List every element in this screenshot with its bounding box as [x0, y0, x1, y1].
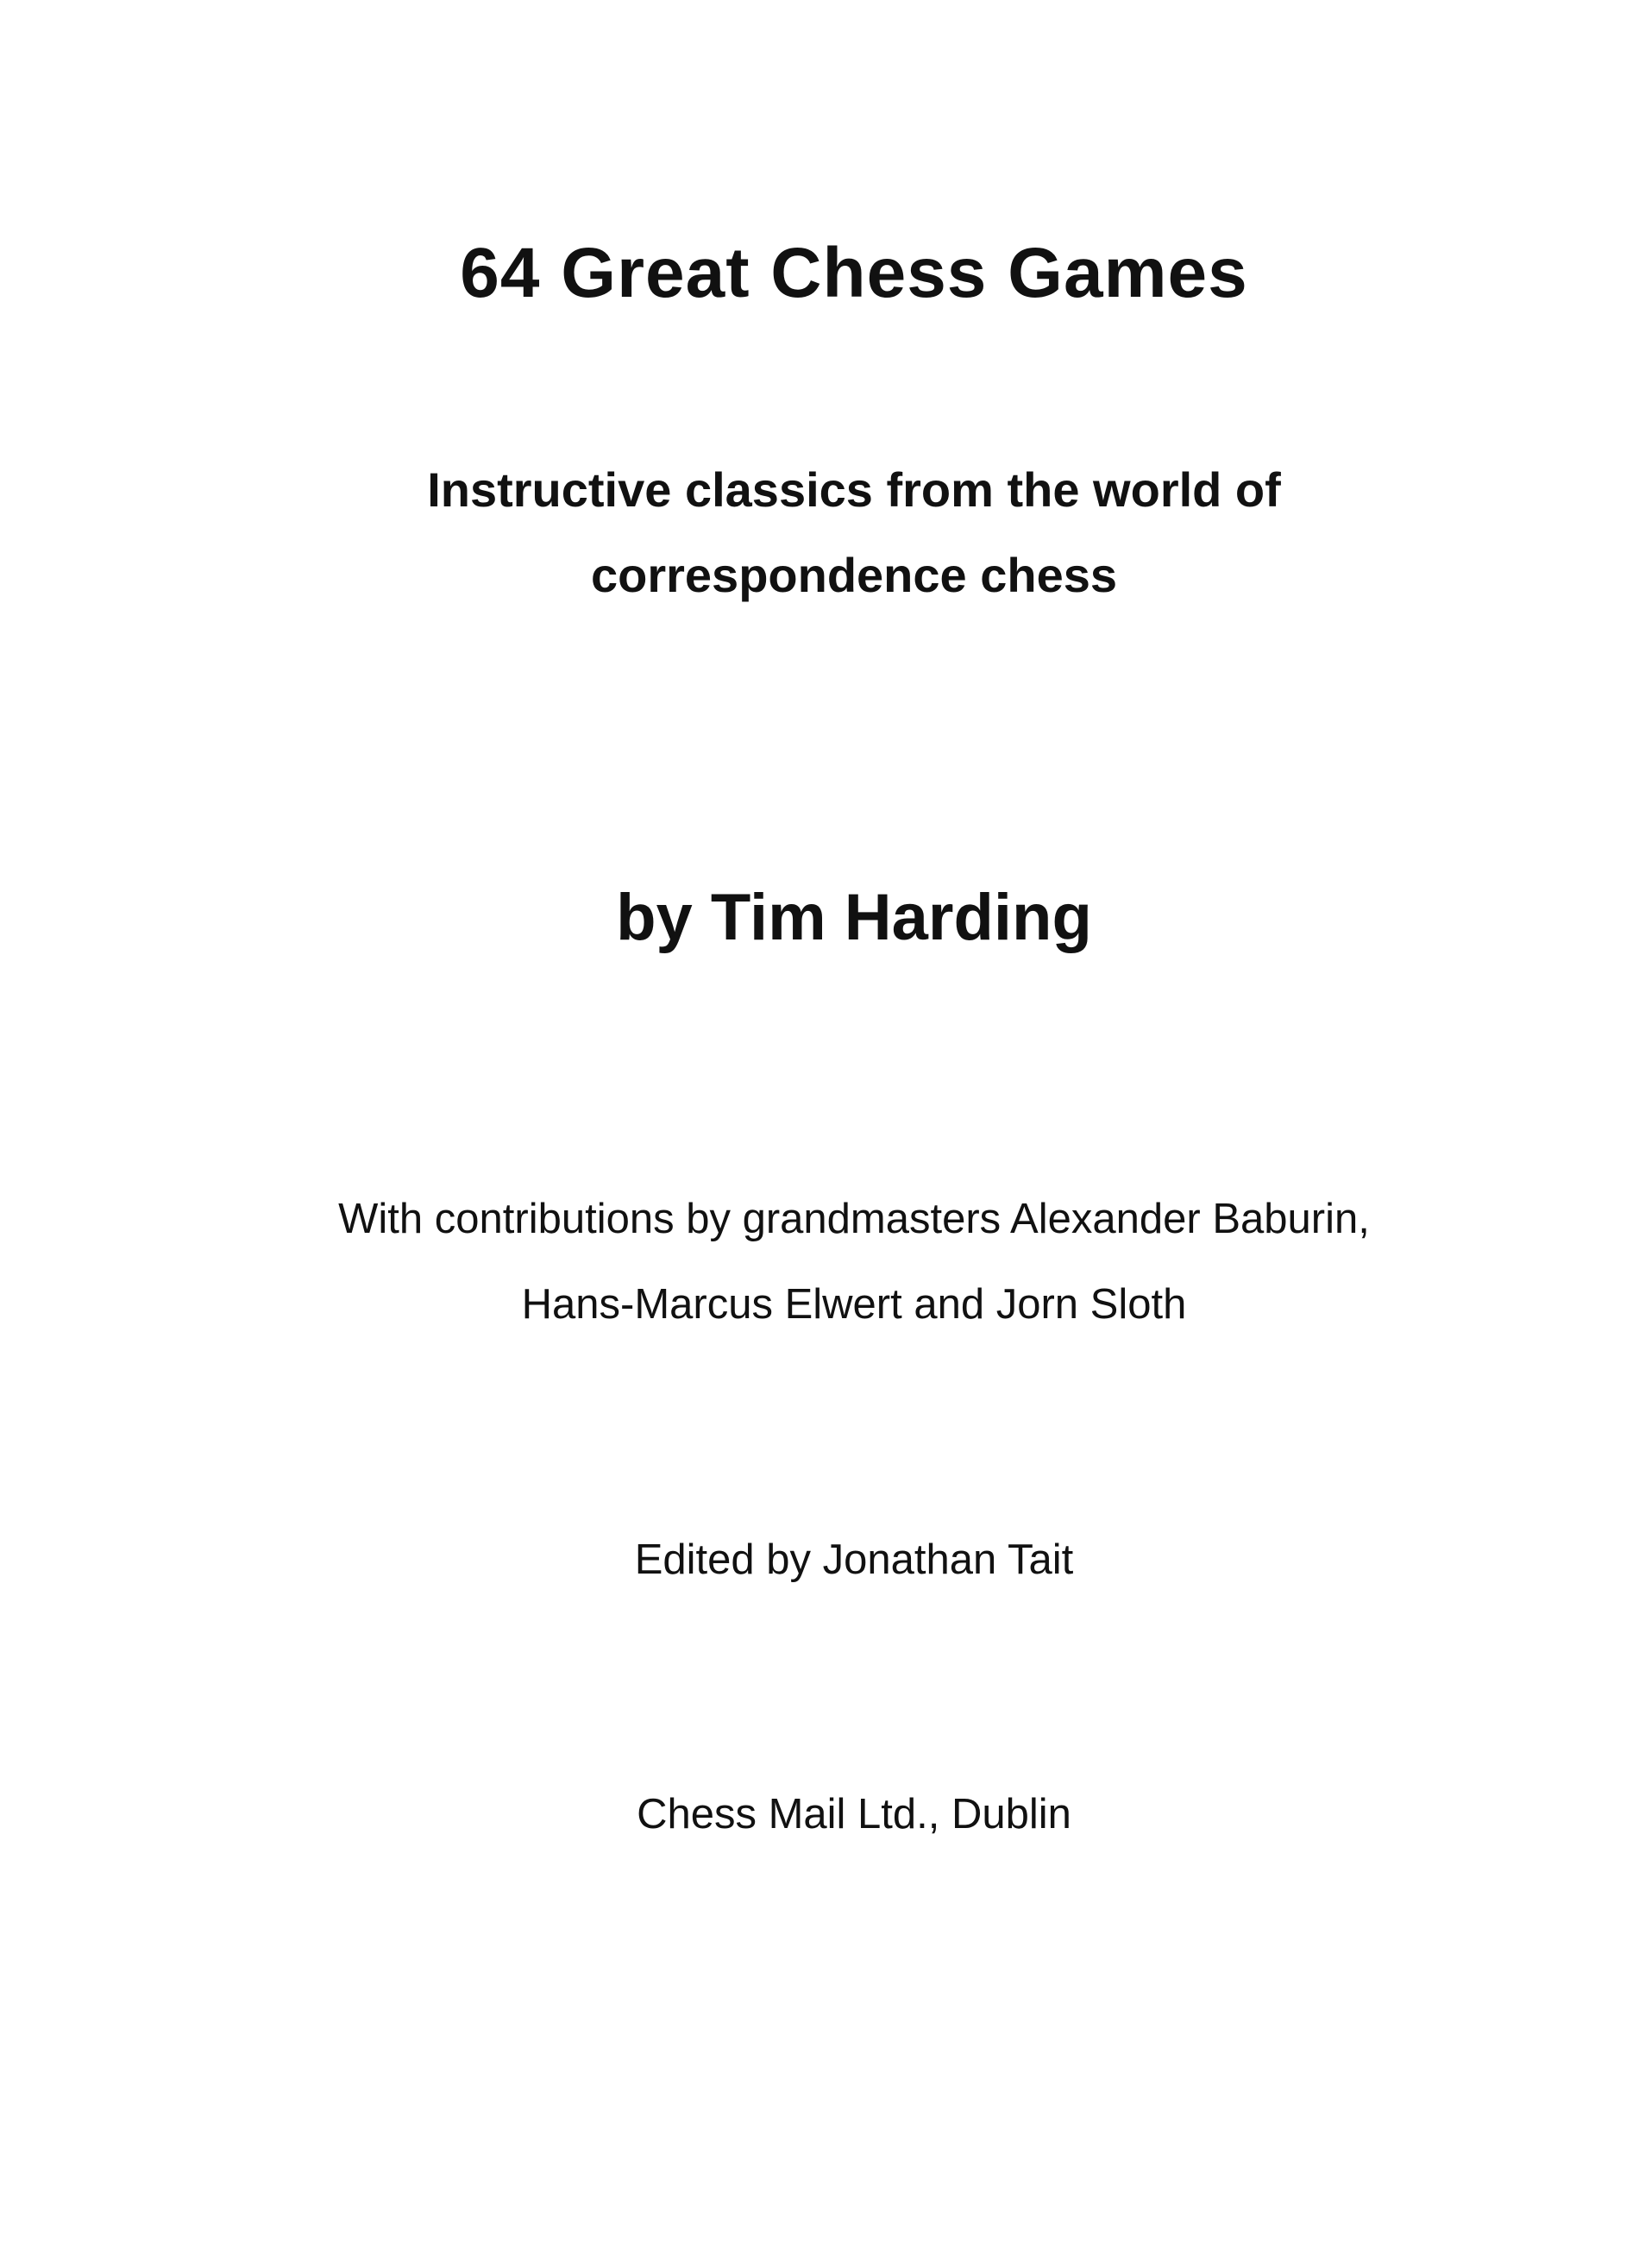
contributors-line-2: Hans-Marcus Elwert and Jorn Sloth: [521, 1281, 1187, 1328]
author-line: by Tim Harding: [616, 881, 1092, 954]
subtitle-line-1: Instructive classics from the world of: [427, 462, 1281, 517]
contributors-line-1: With contributions by grandmasters Alexander Baburin,: [338, 1196, 1370, 1242]
book-title: 64 Great Chess Games: [460, 234, 1248, 312]
editor-line: Edited by Jonathan Tait: [634, 1536, 1074, 1583]
subtitle-line-2: correspondence chess: [590, 548, 1118, 602]
publisher-line: Chess Mail Ltd., Dublin: [637, 1791, 1071, 1838]
